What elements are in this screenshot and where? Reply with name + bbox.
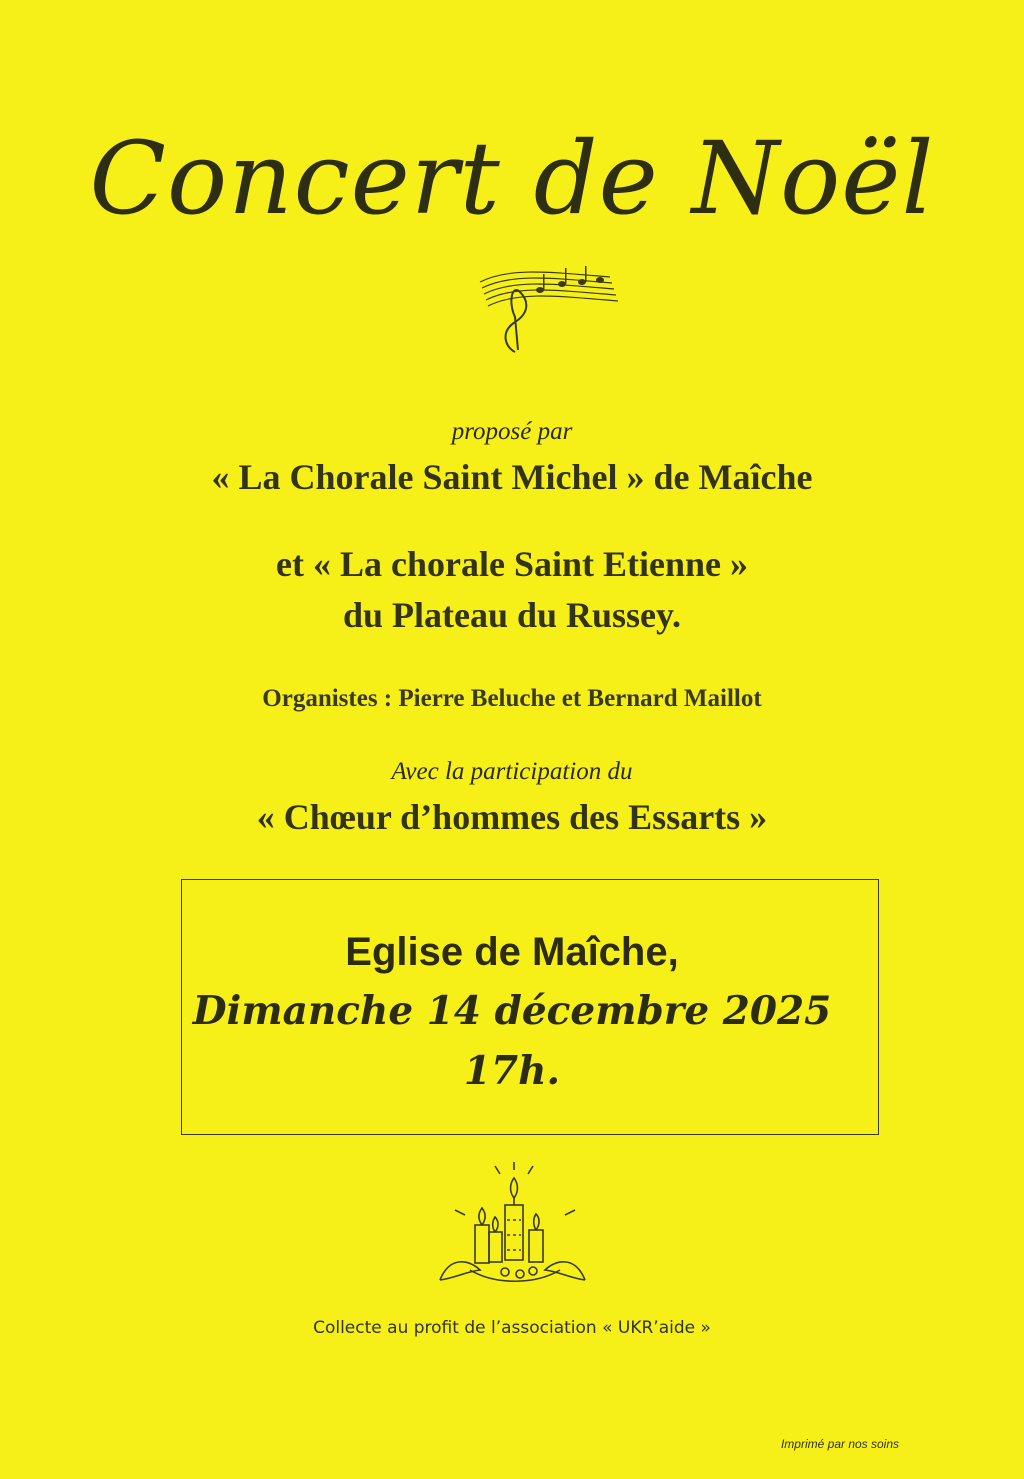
printed-by-note: Imprimé par nos soins: [780, 1437, 900, 1451]
collection-note: Collecte au profit de l’association « UKR’aide »: [313, 1318, 711, 1338]
organists: Organistes : Pierre Beluche et Bernard Maillot: [262, 685, 762, 712]
choir-saint-michel: « La Chorale Saint Michel » de Maîche: [211, 457, 813, 497]
music-notes-icon: [470, 262, 620, 357]
advent-candles-icon: [425, 1160, 600, 1295]
choir-saint-etienne-line2: du Plateau du Russey.: [342, 595, 682, 635]
event-time: 17h.: [463, 1048, 561, 1094]
guest-choir: « Chœur d’hommes des Essarts »: [256, 797, 768, 837]
participation-label: Avec la participation du: [391, 758, 633, 785]
choir-saint-etienne-line1: et « La chorale Saint Etienne »: [276, 544, 748, 584]
proposed-by-label: proposé par: [451, 418, 573, 445]
event-place: Eglise de Maîche,: [345, 930, 679, 974]
concert-title: Concert de Noël: [89, 120, 935, 237]
event-date: Dimanche 14 décembre 2025: [192, 988, 832, 1034]
